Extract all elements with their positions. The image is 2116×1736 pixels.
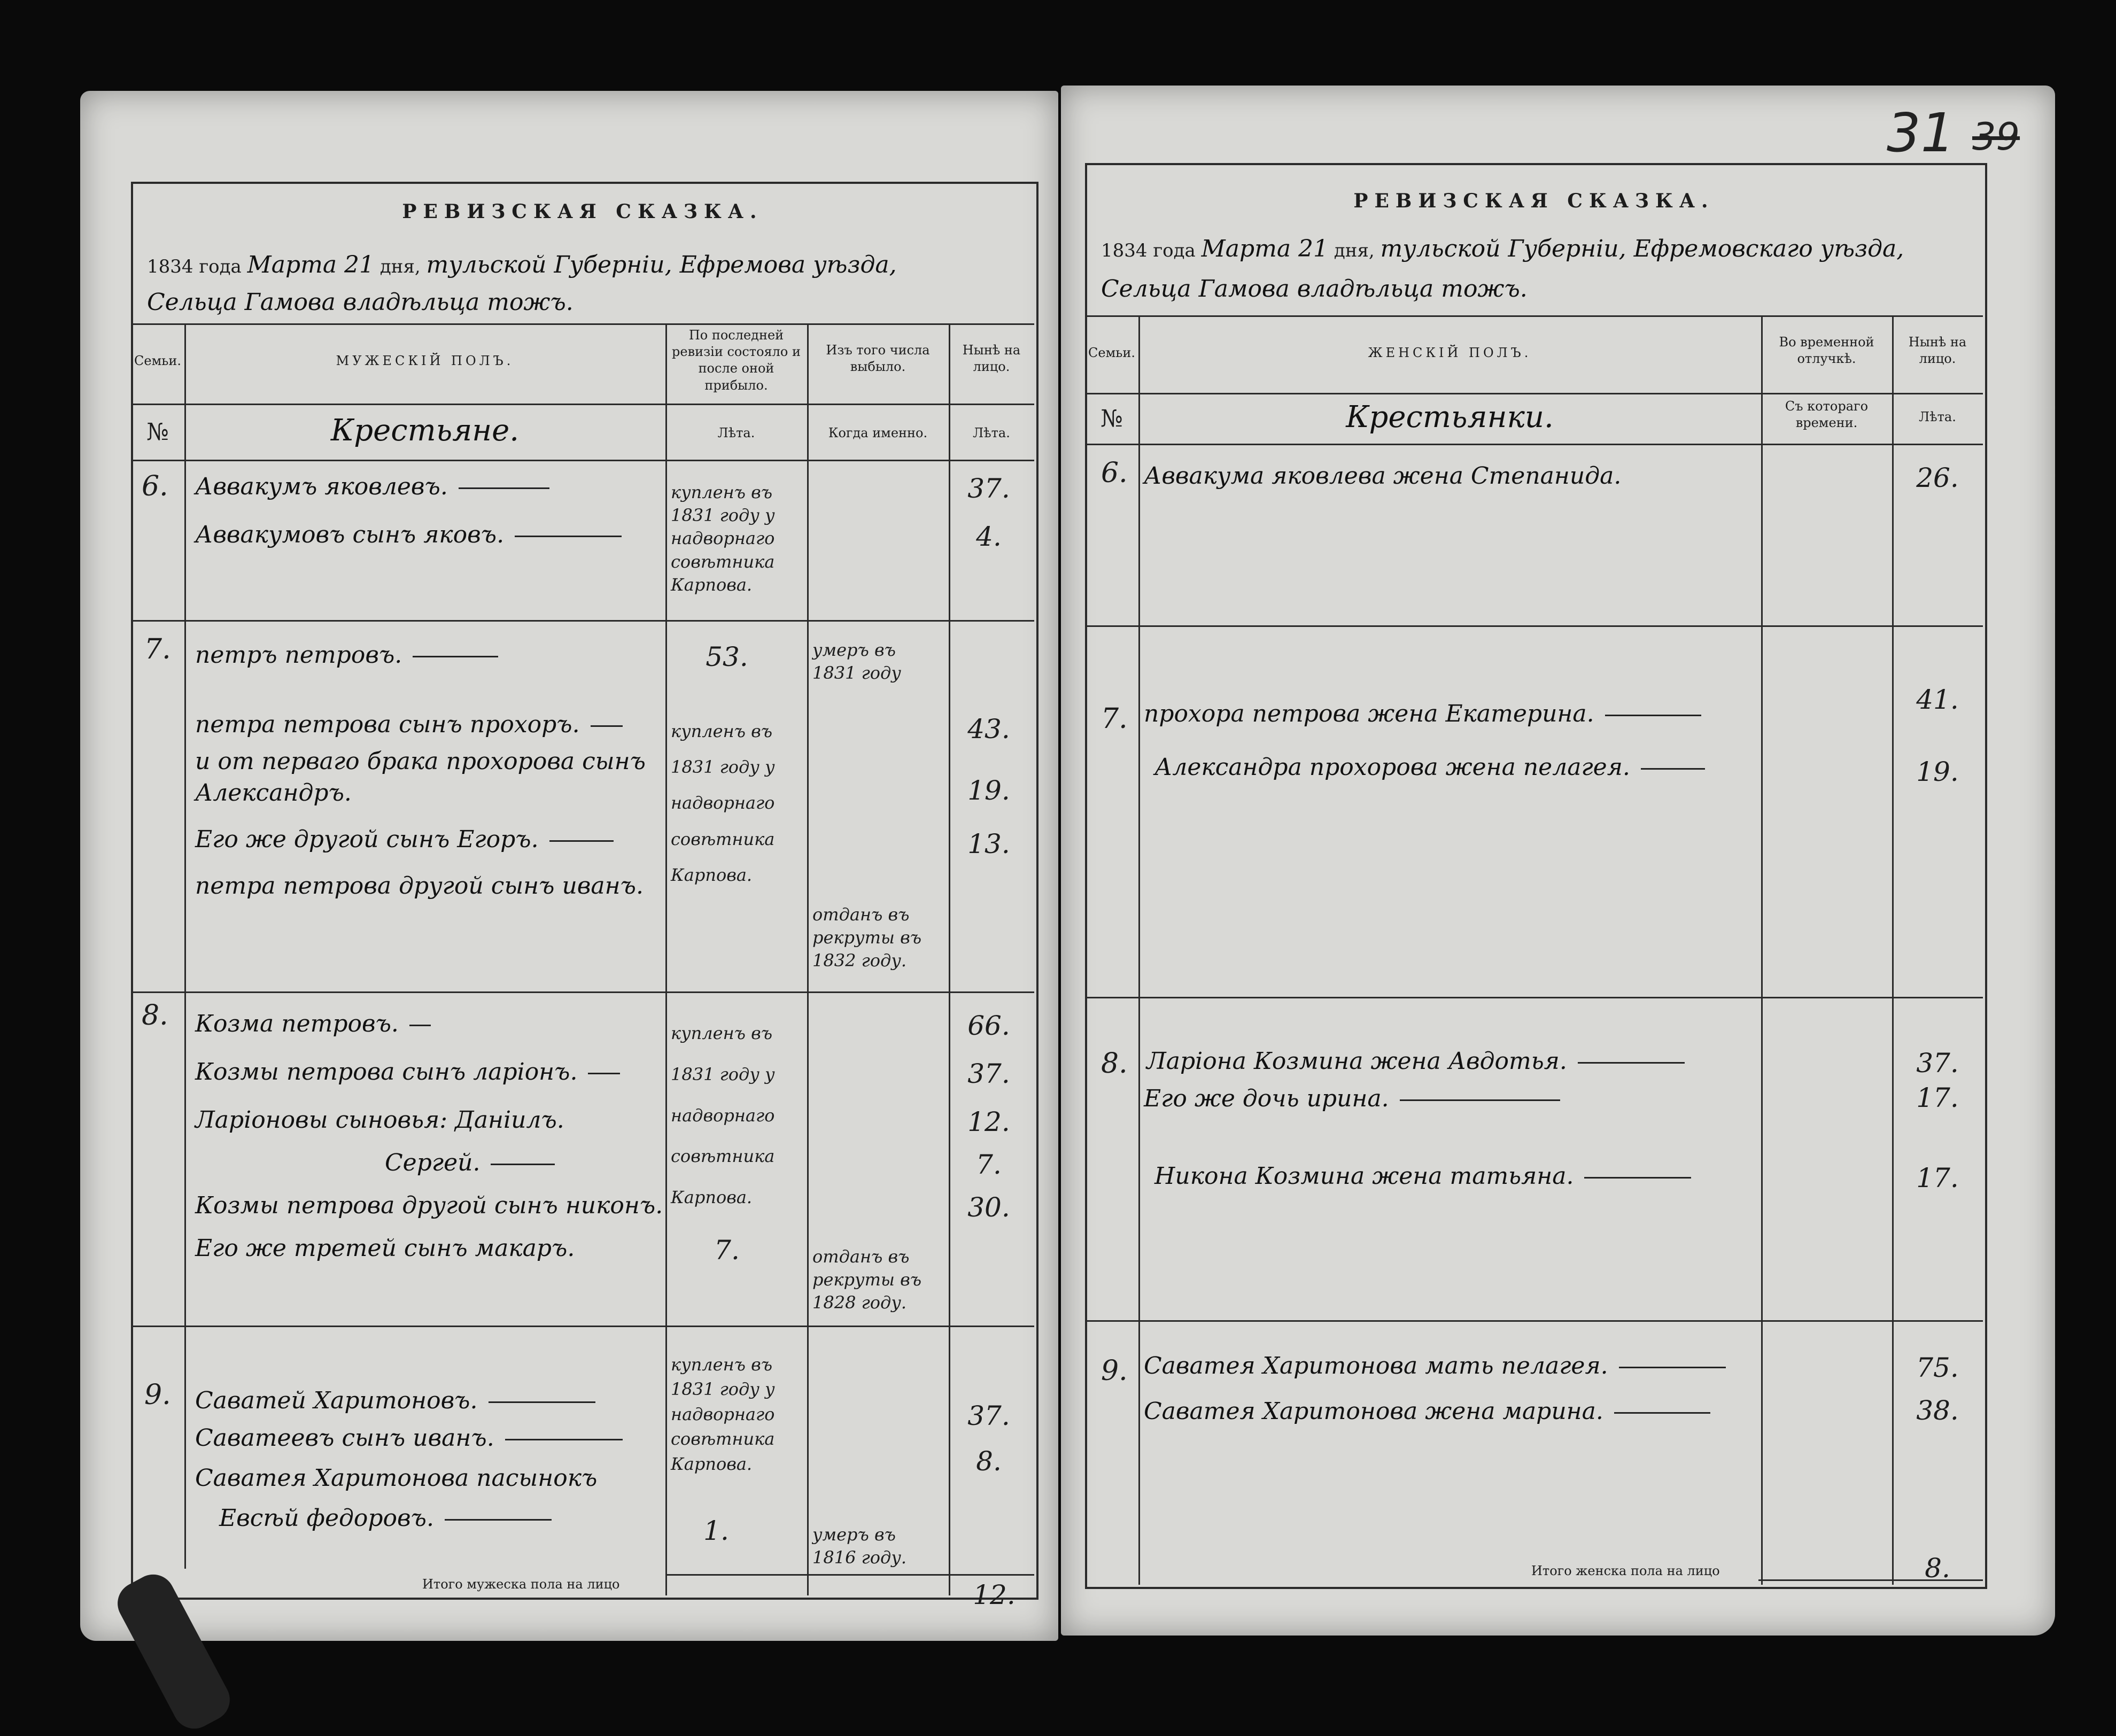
departure-note: отданъ въ рекруты въ 1832 году.	[812, 904, 922, 971]
person-entry	[195, 521, 622, 548]
person-name: Ларiона Козмина жена Авдотья.	[1146, 1048, 1567, 1075]
left-header-line1	[147, 251, 897, 278]
age: 8.	[976, 1446, 1002, 1477]
rule	[1138, 315, 1140, 1585]
right-col-family: Семьи.	[1088, 345, 1135, 360]
rule	[949, 323, 950, 1595]
revision-note: купленъ въ 1831 году у надворнаго совѣтника Карпова.	[671, 721, 775, 885]
person-entry	[1146, 1048, 1685, 1075]
person-name: Аввакумовъ сынъ яковъ.	[195, 521, 505, 548]
old-folio-number: 39	[1972, 115, 2020, 159]
left-total-value: 12.	[973, 1579, 1016, 1610]
right-print-year-word: года	[1153, 240, 1196, 261]
person-name: Саватея Харитонова пасынокъ	[195, 1464, 598, 1492]
person-entry	[385, 1149, 555, 1176]
person-entry	[195, 473, 549, 500]
family-number: 8.	[142, 999, 168, 1032]
revision-note: купленъ въ 1831 году у надворнаго совѣтника Карпова.	[671, 482, 775, 595]
person-entry	[195, 641, 498, 669]
person-entry	[195, 1424, 623, 1452]
age: 75.	[1916, 1352, 1959, 1383]
rule	[131, 1326, 1034, 1327]
person-name: Саватея Харитонова жена марина.	[1144, 1398, 1603, 1425]
rule	[131, 323, 1034, 325]
age: 13.	[967, 828, 1010, 859]
person-entry	[195, 746, 655, 809]
person-name: Козма петровъ.	[195, 1010, 399, 1037]
person-entry	[1144, 462, 1621, 490]
rule	[1085, 997, 1983, 998]
person-name: Александра прохорова жена пелагея.	[1154, 754, 1630, 781]
right-location-hand: тульской Губернiи, Ефремовскаго уѣзда,	[1380, 235, 1904, 262]
age: 53.	[706, 641, 748, 672]
person-name: петра петрова другой сынъ иванъ.	[195, 872, 644, 900]
age: 4.	[976, 521, 1002, 552]
age: 41.	[1916, 684, 1959, 715]
age: 19.	[1916, 756, 1959, 787]
person-entry	[1144, 1085, 1560, 1112]
rule	[1085, 393, 1983, 394]
person-entry	[195, 1387, 595, 1414]
right-sub-since: Съ котораго времени.	[1785, 399, 1869, 431]
person-name: Ларiоновы сыновья: Данiилъ.	[195, 1106, 564, 1134]
person-entry	[195, 869, 655, 904]
person-name: Саватея Харитонова мать пелагея.	[1144, 1352, 1608, 1380]
family-number: 7.	[144, 633, 171, 665]
right-col-section: ЖЕНСКІЙ ПОЛЪ.	[1368, 345, 1532, 360]
left-year: 1834	[147, 256, 193, 277]
family-number: 9.	[1101, 1355, 1128, 1387]
age: 37.	[967, 473, 1010, 504]
person-entry	[195, 1464, 597, 1492]
age: 30.	[967, 1192, 1010, 1223]
person-name: Его же другой сынъ Егоръ.	[195, 826, 539, 853]
right-title: РЕВИЗСКАЯ СКАЗКА.	[1353, 190, 1715, 212]
person-entry	[195, 1058, 620, 1086]
left-print-year-word: года	[199, 256, 242, 277]
right-col-absent: Во временной отлучкѣ.	[1779, 335, 1874, 367]
age: 7.	[976, 1149, 1002, 1180]
person-entry	[1144, 1352, 1726, 1380]
age: 43.	[967, 714, 1010, 745]
age: 19.	[967, 775, 1010, 806]
person-entry	[195, 826, 614, 853]
left-sub-years: Лѣта.	[717, 425, 755, 440]
rule	[1085, 625, 1983, 627]
left-col-section: МУЖЕСКІЙ ПОЛЪ.	[336, 353, 514, 368]
age: 12.	[967, 1106, 1010, 1137]
left-sub-no: №	[146, 418, 169, 446]
right-date-hand: Марта 21	[1201, 235, 1329, 262]
left-title: РЕВИЗСКАЯ СКАЗКА.	[402, 200, 763, 223]
rule	[807, 323, 809, 1595]
person-entry	[195, 1106, 564, 1134]
rule	[665, 323, 667, 1595]
person-entry	[195, 711, 623, 738]
rule	[131, 991, 1034, 993]
person-entry	[195, 1235, 575, 1262]
rule	[1892, 315, 1894, 1585]
family-number: 7.	[1101, 703, 1128, 735]
age: 17.	[1916, 1162, 1959, 1194]
rule	[1761, 315, 1763, 1585]
person-name: Евсѣй федоровъ.	[219, 1505, 434, 1532]
left-date-hand: Марта 21	[247, 251, 375, 278]
rule	[665, 1574, 1034, 1576]
person-name: петра петрова сынъ прохоръ.	[195, 711, 580, 738]
age: 26.	[1916, 462, 1959, 493]
left-print-day-word: дня,	[379, 256, 421, 277]
right-sub-class: Крестьянки.	[1346, 400, 1554, 435]
right-total-label: Итого женска пола на лицо	[1531, 1563, 1720, 1578]
person-name: Козмы петрова другой сынъ никонъ.	[195, 1192, 663, 1219]
departure-note: отданъ въ рекруты въ 1828 году.	[812, 1246, 922, 1313]
left-total-label: Итого мужеска пола на лицо	[422, 1577, 620, 1592]
right-year: 1834	[1101, 240, 1148, 261]
right-sub-no: №	[1100, 405, 1123, 432]
age: 66.	[967, 1010, 1010, 1041]
family-number: 9.	[144, 1379, 171, 1411]
family-number: 6.	[1101, 457, 1128, 489]
person-name: Саватеевъ сынъ иванъ.	[195, 1424, 494, 1452]
person-name: Его же третей сынъ макаръ.	[195, 1235, 575, 1262]
person-entry	[219, 1505, 552, 1532]
person-name: прохора петрова жена Екатерина.	[1144, 700, 1594, 727]
rule	[184, 323, 186, 1569]
age: 37.	[1916, 1048, 1959, 1079]
age: 38.	[1916, 1395, 1959, 1426]
age: 1.	[703, 1515, 729, 1546]
family-number: 6.	[142, 470, 168, 502]
left-sub-years-now: Лѣта.	[973, 425, 1010, 440]
left-header-line2: Сельца Гамова владѣльца тожъ.	[147, 289, 573, 316]
rule	[131, 460, 1034, 461]
age: 37.	[967, 1400, 1010, 1431]
right-print-day-word: дня,	[1334, 240, 1375, 261]
rule	[1085, 1320, 1983, 1322]
left-col-now: Нынѣ на лицо.	[962, 343, 1021, 375]
person-entry	[1144, 700, 1701, 727]
right-sub-years: Лѣта.	[1919, 409, 1956, 424]
left-location-hand: тульской Губернiи, Ефремова уѣзда,	[426, 251, 897, 278]
person-name: Его же дочь ирина.	[1144, 1085, 1389, 1112]
family-number: 8.	[1101, 1048, 1128, 1080]
person-name: Никона Козмина жена татьяна.	[1154, 1162, 1574, 1190]
rule	[131, 620, 1034, 622]
folio-number: 31	[1887, 102, 1955, 164]
person-name: Аввакума яковлева жена Степанида.	[1144, 462, 1622, 490]
left-col-family: Семьи.	[134, 353, 181, 368]
person-entry	[1154, 1162, 1691, 1190]
person-name: Саватей Харитоновъ.	[195, 1387, 478, 1414]
departure-note: умеръ въ 1831 году	[812, 640, 901, 684]
person-entry	[1144, 1398, 1710, 1425]
person-name: Аввакумъ яковлевъ.	[195, 473, 448, 500]
age: 17.	[1916, 1082, 1959, 1113]
left-col-left: Изъ того числа выбыло.	[826, 343, 930, 375]
person-name: Сергей.	[385, 1149, 480, 1176]
person-name: и от перваго брака прохорова сынъ Александръ.	[195, 748, 646, 807]
person-entry	[195, 1010, 431, 1037]
right-header-line2: Сельца Гамова владѣльца тожъ.	[1101, 275, 1528, 303]
left-sub-when: Когда именно.	[828, 425, 928, 440]
person-entry	[195, 1192, 663, 1219]
rule	[131, 404, 1034, 405]
revision-note: купленъ въ 1831 году у надворнаго совѣтника Карпова.	[671, 1354, 775, 1474]
person-name: Козмы петрова сынъ ларiонъ.	[195, 1058, 578, 1086]
departure-note: умеръ въ 1816 году.	[812, 1524, 907, 1568]
rule	[1085, 444, 1983, 445]
age: 7.	[714, 1235, 740, 1266]
left-col-last-revision: По последней ревизiи состояло и после оной прибыло.	[672, 328, 801, 393]
left-sub-class: Крестьяне.	[330, 413, 520, 448]
right-total-value: 8.	[1925, 1553, 1950, 1584]
rule	[1085, 315, 1983, 317]
right-header-line1	[1101, 235, 1904, 262]
person-name: петръ петровъ.	[195, 641, 402, 669]
person-entry	[1154, 754, 1705, 781]
revision-note: купленъ въ 1831 году у надворнаго совѣтника Карпова.	[671, 1023, 775, 1208]
right-col-now: Нынѣ на лицо.	[1908, 335, 1967, 367]
age: 37.	[967, 1058, 1010, 1089]
